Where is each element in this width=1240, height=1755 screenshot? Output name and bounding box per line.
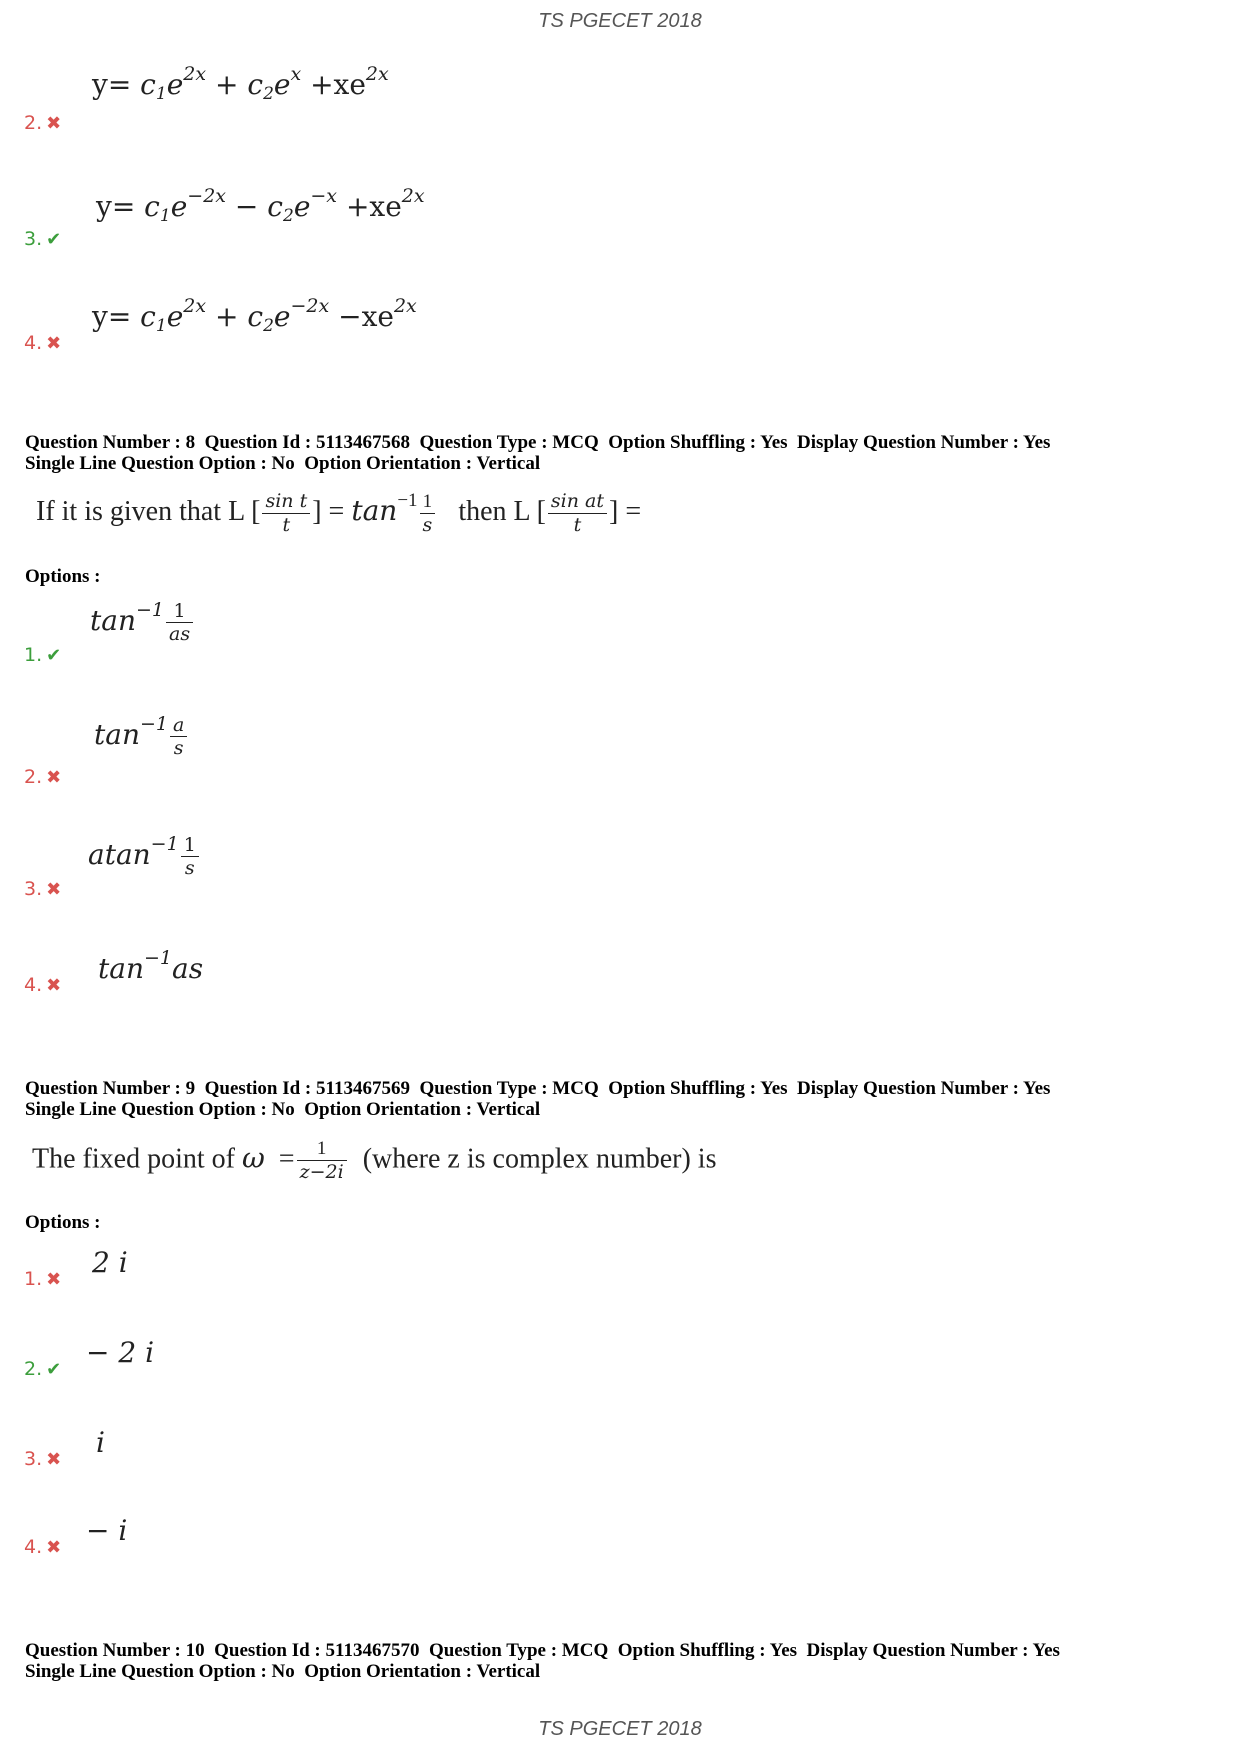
cross-icon: ✖ xyxy=(46,879,62,900)
page-header: TS PGECET 2018 xyxy=(538,10,702,32)
option-number: 3. xyxy=(24,228,43,250)
option-formula: − 2 i xyxy=(86,1336,155,1369)
option-formula: 2 i xyxy=(92,1246,128,1279)
question-text: If it is given that L [ $\frac{\text{sin t}}{t}$ ] = $\tan^{-1}$ $\frac{1}{s}$ then L [ $\frac{\text{sin at}}{t}$ ] = xyxy=(36,489,642,536)
option-number: 2. xyxy=(24,1358,43,1380)
option-marker xyxy=(24,1536,61,1558)
option-number: 1. xyxy=(24,644,43,666)
option-formula: $\tan^{-1}$ $\frac{1}{as}$ xyxy=(90,600,195,645)
option-formula: i xyxy=(96,1426,105,1459)
options-label: Options : xyxy=(25,1212,101,1233)
option-marker xyxy=(24,228,61,250)
option-number: 2. xyxy=(24,112,43,134)
option-number: 4. xyxy=(24,1536,43,1558)
option-marker xyxy=(24,1448,61,1470)
cross-icon: ✖ xyxy=(46,1537,62,1558)
question-text: The fixed point of ω = $\frac{1}{z-2i}$ (where z is complex number) is xyxy=(32,1138,717,1183)
option-formula: $y= c_1e^{2x} + c_2e^x +xe^{2x}$ xyxy=(92,63,389,104)
option-marker xyxy=(24,112,61,134)
option-marker xyxy=(24,766,61,788)
question-meta: Question Number : 8 Question Id : 5113467568 Question Type : MCQ Option Shuffling : Yes Display Question Number : Yes Single Line Question Option : No Option Orientation : Vertical xyxy=(25,432,1051,474)
option-formula: atan$^{-1}$ $\frac{1}{s}$ xyxy=(88,834,201,879)
option-marker xyxy=(24,332,61,354)
option-number: 4. xyxy=(24,974,43,996)
option-marker xyxy=(24,1268,61,1290)
option-marker xyxy=(24,644,61,666)
cross-icon: ✖ xyxy=(46,1269,62,1290)
cross-icon: ✖ xyxy=(46,767,62,788)
option-formula: $\tan^{-1}as$ xyxy=(98,947,204,985)
question-meta: Question Number : 9 Question Id : 5113467569 Question Type : MCQ Option Shuffling : Yes Display Question Number : Yes Single Line Question Option : No Option Orientation : Vertical xyxy=(25,1078,1051,1120)
option-number: 2. xyxy=(24,766,43,788)
check-icon: ✔ xyxy=(46,229,62,250)
cross-icon: ✖ xyxy=(46,333,62,354)
option-number: 3. xyxy=(24,878,43,900)
option-formula: $\tan^{-1}$ $\frac{a}{s}$ xyxy=(94,714,189,759)
option-number: 1. xyxy=(24,1268,43,1290)
option-marker xyxy=(24,1358,61,1380)
option-formula: $y= c_1e^{-2x} - c_2e^{-x} +xe^{2x}$ xyxy=(96,185,425,226)
options-label: Options : xyxy=(25,566,101,587)
check-icon: ✔ xyxy=(46,1359,62,1380)
option-formula: $y= c_1e^{2x} + c_2e^{-2x} -xe^{2x}$ xyxy=(92,295,417,336)
option-number: 4. xyxy=(24,332,43,354)
cross-icon: ✖ xyxy=(46,113,62,134)
cross-icon: ✖ xyxy=(46,1449,62,1470)
option-formula: − i xyxy=(86,1514,128,1547)
check-icon: ✔ xyxy=(46,645,62,666)
option-marker xyxy=(24,974,61,996)
question-meta: Question Number : 10 Question Id : 5113467570 Question Type : MCQ Option Shuffling : Yes Display Question Number : Yes Single Line Question Option : No Option Orientation : Vertical xyxy=(25,1640,1060,1682)
cross-icon: ✖ xyxy=(46,975,62,996)
option-marker xyxy=(24,878,61,900)
page-footer: TS PGECET 2018 xyxy=(538,1718,702,1740)
option-number: 3. xyxy=(24,1448,43,1470)
